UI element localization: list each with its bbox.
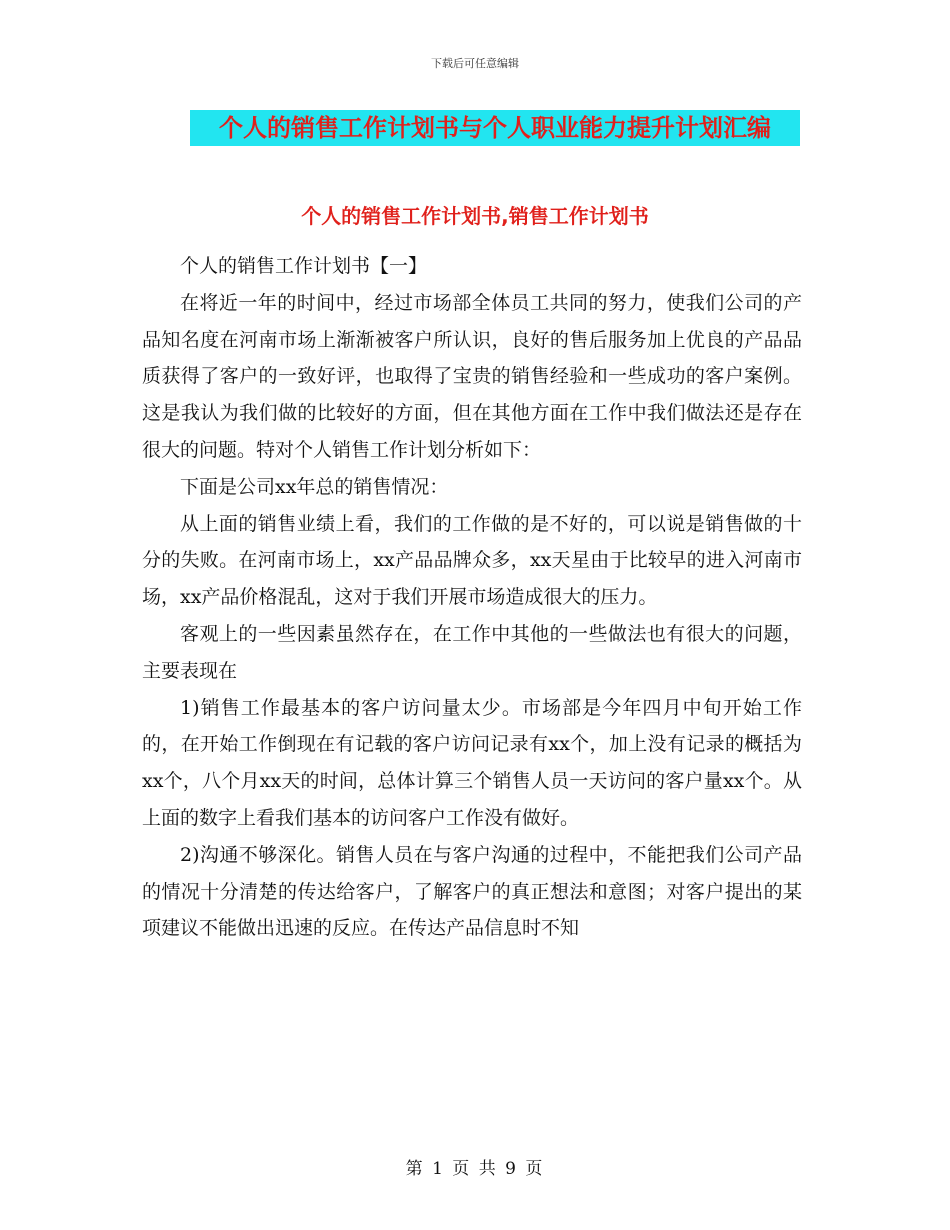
main-title: 个人的销售工作计划书与个人职业能力提升计划汇编 (190, 110, 800, 146)
paragraph-heading: 个人的销售工作计划书【一】 (180, 255, 428, 277)
paragraph: 2)沟通不够深化。销售人员在与客户沟通的过程中，不能把我们公司产品的情况十分清楚的传达给客户，了解客户的真正想法和意图；对客户提出的某项建议不能做出迅速的反应。在传达产品信息时不知 (142, 843, 802, 940)
paragraph: 从上面的销售业绩上看，我们的工作做的是不好的，可以说是销售做的十分的失败。在河南市场上，xx产品品牌众多，xx天星由于比较早的进入河南市场，xx产品价格混乱，这对于我们开展市场造成很大的压力。 (142, 512, 802, 609)
paragraph: 在将近一年的时间中，经过市场部全体员工共同的努力，使我们公司的产品知名度在河南市场上渐渐被客户所认识，良好的售后服务加上优良的产品品质获得了客户的一致好评，也取得了宝贵的销售经验和一些成功的客户案例。这是我认为我们做的比较好的方面，但在其他方面在工作中我们做法还是存在很大的问题。特对个人销售工作计划分析如下： (142, 291, 802, 461)
paragraph: 客观上的一些因素虽然存在，在工作中其他的一些做法也有很大的问题，主要表现在 (142, 622, 802, 682)
header-note: 下载后可任意编辑 (431, 57, 519, 70)
body-text (142, 248, 802, 947)
sub-title: 个人的销售工作计划书,销售工作计划书 (301, 204, 649, 228)
paragraph: 下面是公司xx年总的销售情况： (180, 475, 449, 498)
page-number: 第 1 页 共 9 页 (405, 1159, 545, 1179)
paragraph: 1)销售工作最基本的客户访问量太少。市场部是今年四月中旬开始工作的，在开始工作倒现在有记载的客户访问记录有xx个，加上没有记录的概括为xx个，八个月xx天的时间，总体计算三个销售人员一天访问的客户量xx个。从上面的数字上看我们基本的访问客户工作没有做好。 (142, 696, 802, 829)
